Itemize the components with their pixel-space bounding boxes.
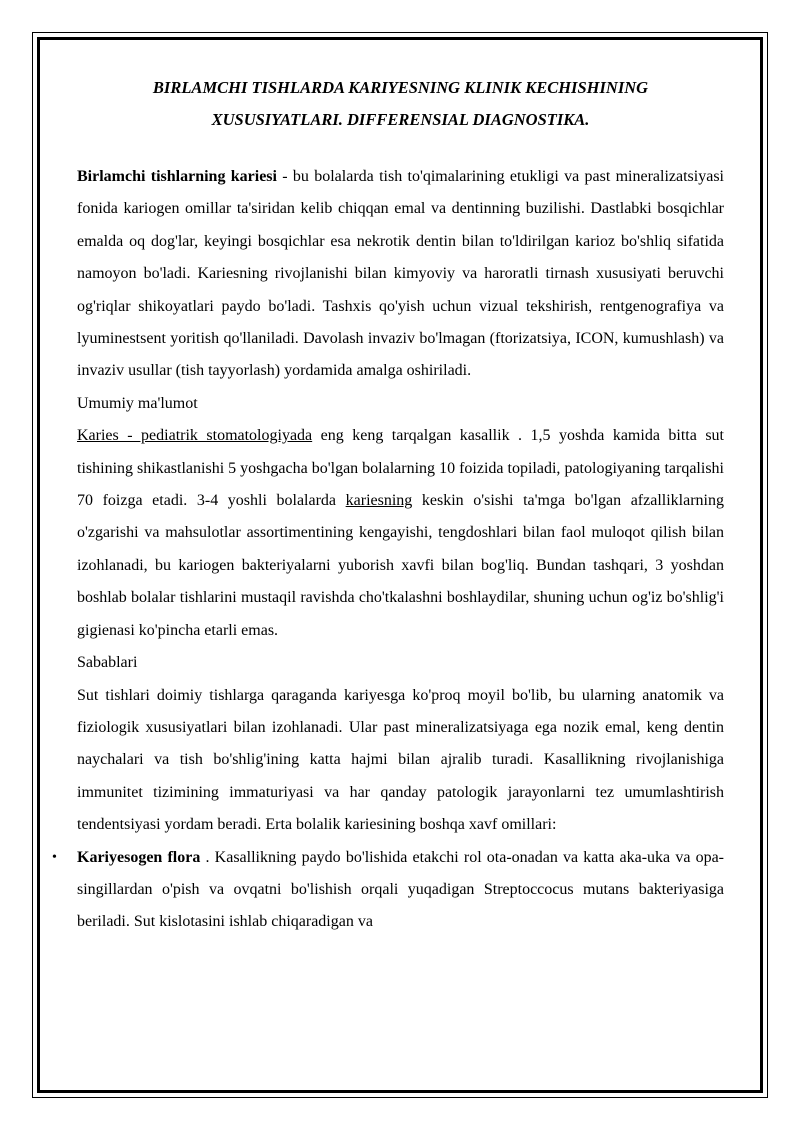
general-heading: Umumiy ma'lumot (77, 394, 198, 412)
document-body (52, 72, 724, 939)
title-line-2: XUSUSIYATLARI. DIFFERENSIAL DIAGNOSTIKA. (211, 110, 590, 129)
intro-text: - bu bolalarda tish to'qimalarining etukligi va past mineralizatsiyasi fonida kariogen omillar ta'siridan kelib chiqqan emal va dentinning buzilishi. Dastlabki bosqichlar emalda oq dog'lar, keyingi bosqichlar esa nekrotik dentin bilan to'ldirilgan karioz bo'shliq sifatida namoyon bo'ladi. Kariesning rivojlanishi bilan kimyoviy va haroratli tirnash xususiyati beruvchi og'riqlar shikoyatlari paydo bo'ladi. Tashxis qo'yish uchun vizual tekshirish, rentgenografiya va lyuminestsent yoritish qo'llaniladi. Davolash invaziv bo'lmagan (ftorizatsiya, ICON, kumushlash) va invaziv usullar (tish tayyorlash) yordamida amalga oshiriladi. (77, 168, 724, 380)
bullet-icon: • (52, 849, 57, 865)
document-title (77, 72, 724, 136)
intro-paragraph (77, 161, 724, 388)
pediatric-dentistry-link[interactable]: Karies - pediatrik stomatologiyada (77, 427, 313, 445)
general-text-1: eng keng tarqalgan kasallik . 1,5 yoshda kamida bitta sut tishining shikastlanishi 5 yoshgacha bo'lgan bolalarning 10 foizida topiladi, patologiyaning tarqalishi 70 foizga etadi. 3-4 yoshli bolalarda (77, 427, 724, 510)
risk-factor-list (52, 842, 724, 939)
causes-paragraph: Sut tishlari doimiy tishlarga qaraganda kariyesga ko'proq moyil bo'lib, bu ularning anatomik va fiziologik xususiyatlari bilan izohlanadi. Ular past mineralizatsiyaga ega nozik emal, keng dentin naychalari va tish bo'shlig'ining katta hajmi bilan ajralib turadi. Kasallikning rivojlanishiga immunitet tizimining immaturiyasi va har qanday patologik jarayonlarni tez umumlashtirish tendentsiyasi yordam beradi. Erta bolalik kariesining boshqa xavf omillari: (77, 686, 724, 834)
bullet-term: Kariyesogen flora (77, 848, 201, 866)
causes-heading: Sabablari (77, 654, 138, 672)
general-paragraph (77, 420, 724, 647)
caries-link[interactable]: kariesning (345, 492, 413, 510)
title-line-1: BIRLAMCHI TISHLARDA KARIYESNING KLINIK KECHISHINING (152, 78, 649, 97)
list-item (52, 842, 724, 939)
general-text-2: keskin o'sishi ta'mga bo'lgan afzalliklarning o'zgarishi va mahsulotlar assortimentining kengayishi, tengdoshlari bilan faol muloqot qilish bilan izohlanadi, bu kariogen bakteriyalarni yuborish xavfi bilan bog'liq. Bundan tashqari, 3 yoshdan boshlab bolalar tishlarini mustaqil ravishda cho'tkalashni boshlaydilar, shuning uchun og'iz bo'shlig'i gigienasi ko'pincha etarli emas. (77, 492, 724, 639)
intro-term: Birlamchi tishlarning kariesi (77, 168, 277, 185)
bullet-text: . Kasallikning paydo bo'lishida etakchi rol ota-onadan va katta aka-uka va opa-singillardan o'pish va ovqatni bo'lishish orqali yuqadigan Streptoccocus mutans bakteriyasiga beriladi. Sut kislotasini ishlab chiqaradigan va (77, 848, 724, 931)
spacer (77, 136, 724, 161)
